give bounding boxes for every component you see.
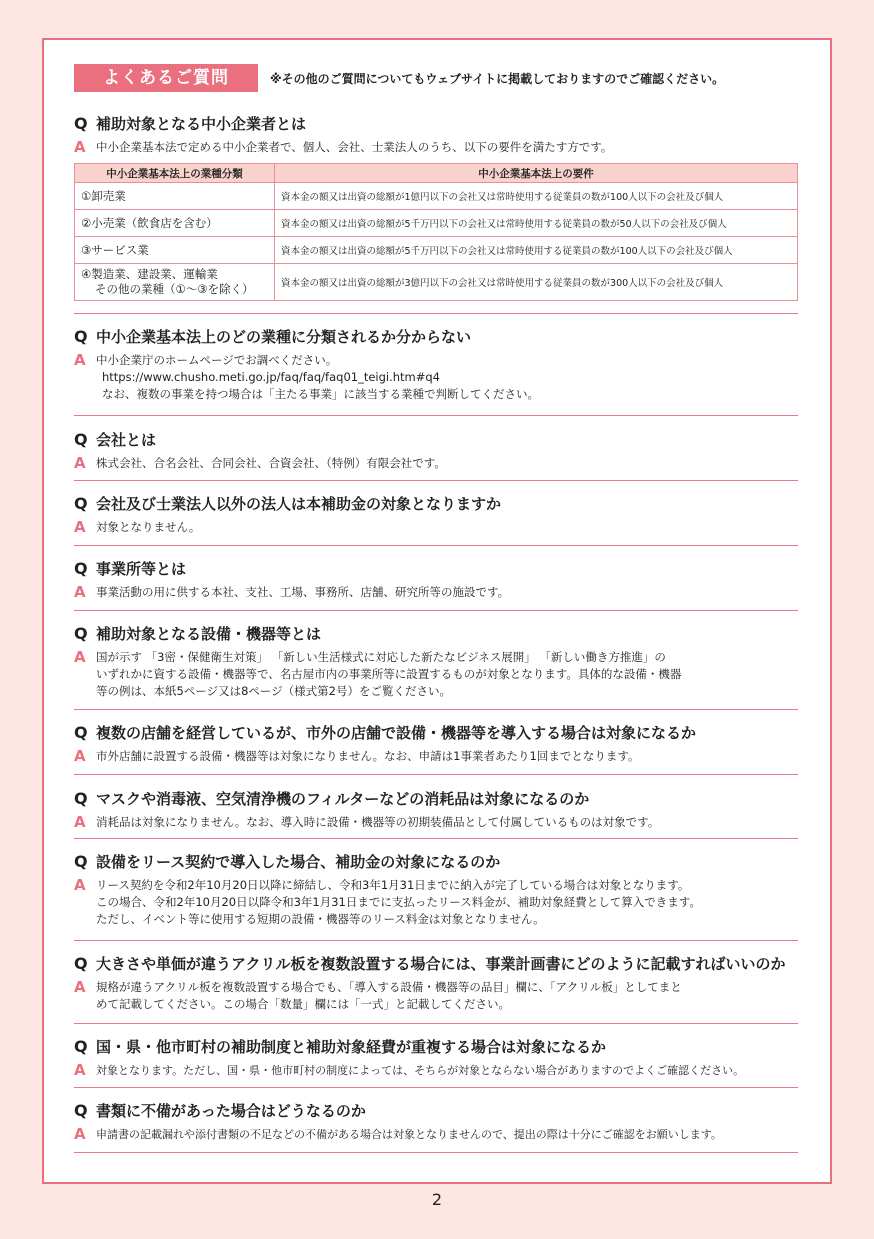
faq-item-5: [74, 558, 828, 601]
table-row: [75, 183, 798, 210]
a-mark: A: [74, 747, 86, 765]
a-mark: A: [74, 351, 86, 369]
answer: 対象となりません。: [96, 520, 201, 534]
divider: [74, 1023, 798, 1024]
industry-cell: ③サービス業: [75, 237, 275, 264]
q-mark: Q: [74, 1101, 88, 1120]
table-row: [75, 237, 798, 264]
requirement-cell: 資本金の額又は出資の総額が1億円以下の会社又は常時使用する従業員の数が100人以下の会社及び個人: [275, 183, 798, 210]
industry-cell: ④製造業、建設業、運輸業 その他の業種（①～③を除く）: [75, 264, 275, 301]
a-mark: A: [74, 138, 86, 156]
divider: [74, 610, 798, 611]
faq-item-12: [74, 1100, 828, 1143]
a-mark: A: [74, 454, 86, 472]
question: 複数の店舗を経営しているが、市外の店舗で設備・機器等を導入する場合は対象になるか: [96, 724, 697, 742]
answer: 中小企業庁のホームページでお調べください。 https://www.chusho.meti.go.jp/faq/faq/faq01_teigi.htm#q4 なお、複数の事業を持つ場合は「主たる事業」に該当する業種で判断してください。: [96, 353, 539, 401]
q-mark: Q: [74, 430, 88, 449]
faq-item-4: [74, 493, 828, 536]
q-mark: Q: [74, 494, 88, 513]
q-mark: Q: [74, 1037, 88, 1056]
a-mark: A: [74, 876, 86, 894]
table-row: [75, 264, 798, 301]
faq-item-2: [74, 326, 828, 403]
q-mark: Q: [74, 954, 88, 973]
question: マスクや消毒液、空気清浄機のフィルターなどの消耗品は対象になるのか: [96, 790, 590, 808]
divider: [74, 774, 798, 775]
a-mark: A: [74, 1061, 86, 1079]
industry-cell: ②小売業（飲食店を含む）: [75, 210, 275, 237]
divider: [74, 545, 798, 546]
a-mark: A: [74, 1125, 86, 1143]
a-mark: A: [74, 978, 86, 996]
page-frame: [42, 38, 832, 1184]
requirement-cell: 資本金の額又は出資の総額が5千万円以下の会社又は常時使用する従業員の数が50人以下の会社及び個人: [275, 210, 798, 237]
divider: [74, 940, 798, 941]
question: 中小企業基本法上のどの業種に分類されるか分からない: [96, 328, 472, 346]
question: 国・県・他市町村の補助制度と補助対象経費が重複する場合は対象になるか: [96, 1038, 607, 1056]
a-mark: A: [74, 583, 86, 601]
q-mark: Q: [74, 789, 88, 808]
question: 設備をリース契約で導入した場合、補助金の対象になるのか: [96, 853, 501, 871]
answer: 株式会社、合名会社、合同会社、合資会社、（特例）有限会社です。: [96, 456, 446, 470]
q-mark: Q: [74, 624, 88, 643]
answer: 規格が違うアクリル板を複数設置する場合でも、「導入する設備・機器等の品目」欄に、「アクリル板」としてまと めて記載してください。この場合「数量」欄には「一式」と記載してください。: [96, 980, 682, 1011]
answer: 消耗品は対象になりません。なお、導入時に設備・機器等の初期装備品として付属しているものは対象です。: [96, 815, 660, 829]
divider: [74, 1152, 798, 1153]
answer: 中小企業基本法で定める中小企業者で、個人、会社、士業法人のうち、以下の要件を満たす方です。: [96, 140, 613, 154]
faq-item-6: [74, 623, 828, 700]
divider: [74, 313, 798, 314]
faq-item-3: [74, 429, 828, 472]
question: 会社及び士業法人以外の法人は本補助金の対象となりますか: [96, 495, 502, 513]
answer: 市外店舗に設置する設備・機器等は対象になりません。なお、申請は1事業者あたり1回までとなります。: [96, 749, 640, 763]
answer: 事業活動の用に供する本社、支社、工場、事務所、店舗、研究所等の施設です。: [96, 585, 510, 599]
faq-item-9: [74, 851, 828, 928]
page-number: 2: [431, 1190, 443, 1209]
a-mark: A: [74, 518, 86, 536]
question: 補助対象となる設備・機器等とは: [96, 625, 322, 643]
divider: [74, 838, 798, 839]
q-mark: Q: [74, 723, 88, 742]
question: 事業所等とは: [96, 560, 187, 578]
q-mark: Q: [74, 327, 88, 346]
table-header: 中小企業基本法上の業種分類: [75, 164, 275, 183]
answer: 申請書の記載漏れや添付書類の不足などの不備がある場合は対象となりませんので、提出の際は十分にご確認をお願いします。: [96, 1128, 722, 1141]
faq-item-10: [74, 953, 828, 1013]
answer: 国が示す 「3密・保健衛生対策」 「新しい生活様式に対応した新たなビジネス展開」 「新しい働き方推進」の いずれかに資する設備・機器等で、名古屋市内の事業所等に設置するものが対象となります。具体的な設備・機器 等の例は、本紙5ページ又は8ページ（様式第2号）をご覧ください。: [96, 650, 682, 698]
faq-item-7: [74, 722, 828, 765]
q-mark: Q: [74, 114, 88, 133]
divider: [74, 1087, 798, 1088]
requirement-cell: 資本金の額又は出資の総額が5千万円以下の会社又は常時使用する従業員の数が100人以下の会社及び個人: [275, 237, 798, 264]
faq-title-badge: よくあるご質問: [74, 64, 258, 92]
divider: [74, 480, 798, 481]
requirement-cell: 資本金の額又は出資の総額が3億円以下の会社又は常時使用する従業員の数が300人以下の会社及び個人: [275, 264, 798, 301]
table-row: [75, 210, 798, 237]
question: 補助対象となる中小企業者とは: [96, 115, 307, 133]
requirements-table: [74, 163, 798, 301]
answer: 対象となります。ただし、国・県・他市町村の制度によっては、そちらが対象とならない場合がありますのでよくご確認ください。: [96, 1064, 745, 1077]
a-mark: A: [74, 813, 86, 831]
q-mark: Q: [74, 559, 88, 578]
faq-item-8: [74, 788, 828, 831]
table-header-row: [75, 164, 798, 183]
question: 書類に不備があった場合はどうなるのか: [96, 1102, 366, 1120]
divider: [74, 415, 798, 416]
faq-header: [74, 64, 814, 92]
table-header: 中小企業基本法上の要件: [275, 164, 798, 183]
q-mark: Q: [74, 852, 88, 871]
divider: [74, 709, 798, 710]
faq-item-11: [74, 1036, 828, 1079]
url-link: https://www.chusho.meti.go.jp/faq/faq/faq01_teigi.htm#q4: [102, 370, 441, 384]
question: 大きさや単価が違うアクリル板を複数設置する場合には、事業計画書にどのように記載すればいいのか: [96, 955, 786, 973]
industry-cell: ①卸売業: [75, 183, 275, 210]
faq-item-1: [74, 113, 828, 156]
question: 会社とは: [96, 431, 157, 449]
faq-note: ※その他のご質問についてもウェブサイトに掲載しておりますのでご確認ください。: [270, 72, 725, 86]
answer: リース契約を令和2年10月20日以降に締結し、令和3年1月31日までに納入が完了している場合は対象となります。 この場合、令和2年10月20日以降令和3年1月31日までに支払ったリース料金が、補助対象経費として算入できます。 ただし、イベント等に使用する短期の設備・機器等のリース料金は対象となりません。: [96, 878, 701, 926]
a-mark: A: [74, 648, 86, 666]
